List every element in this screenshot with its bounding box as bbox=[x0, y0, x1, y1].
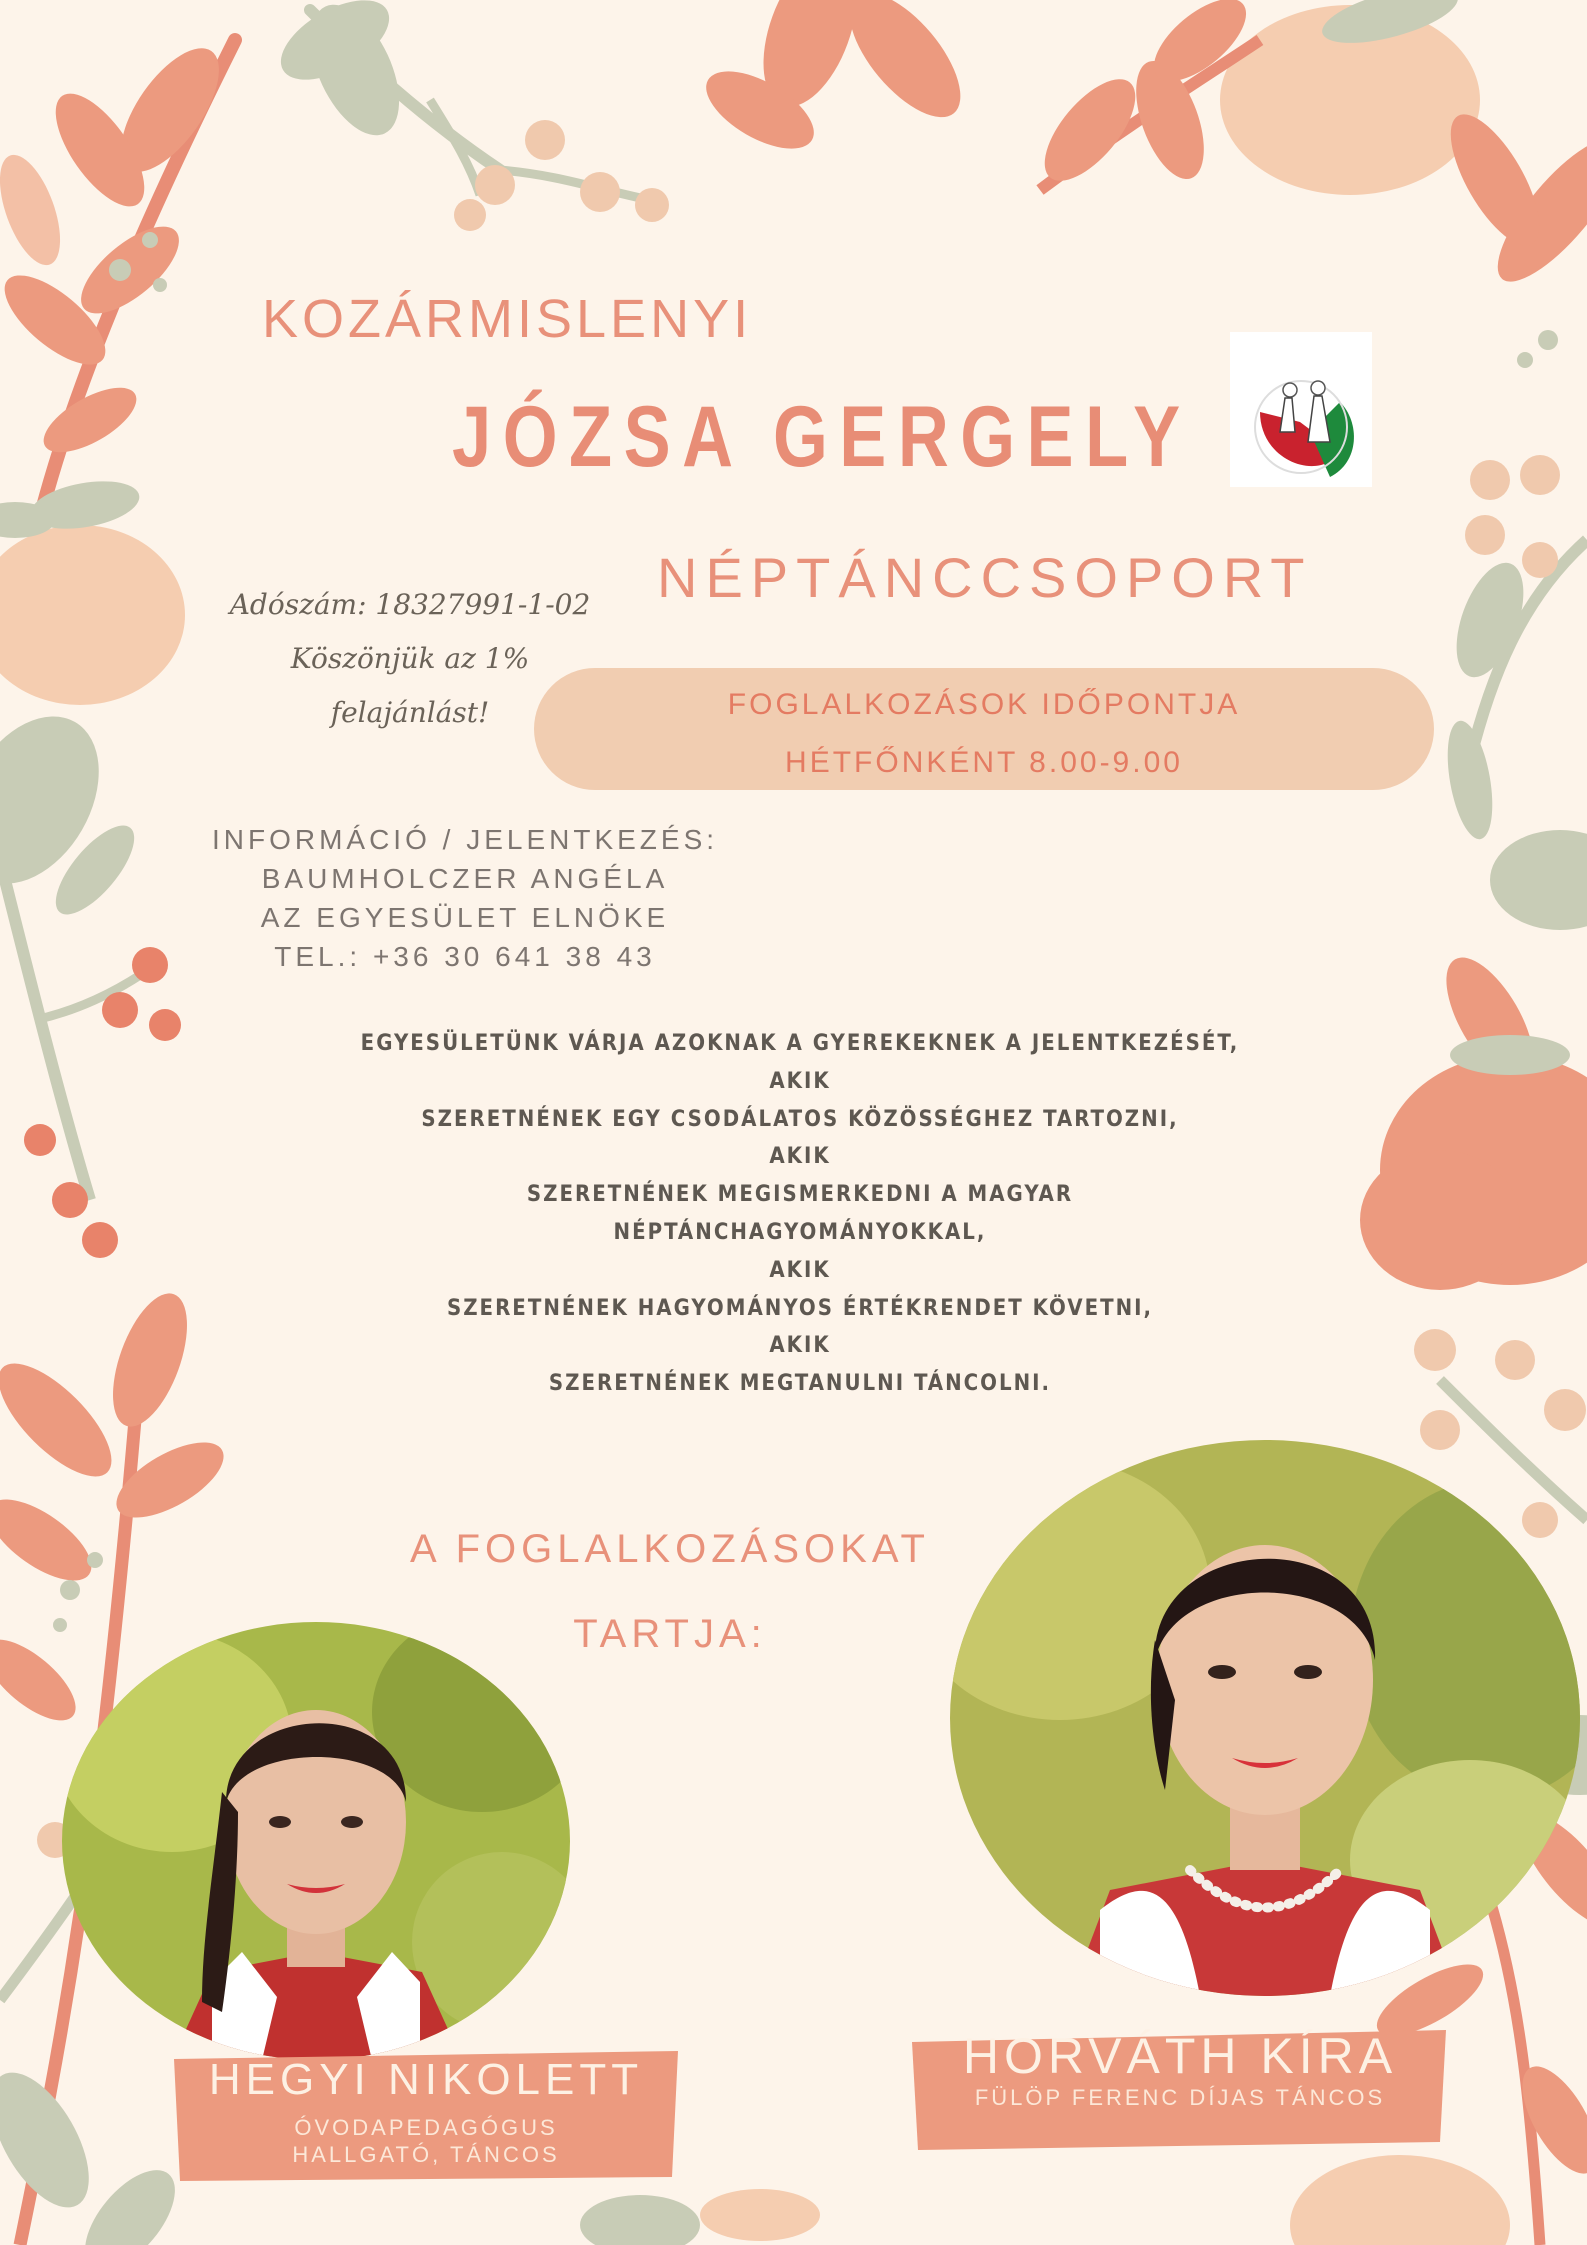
tax-number: Adószám: 18327991-1-02 bbox=[229, 588, 591, 621]
dancers-logo-icon bbox=[1230, 332, 1372, 487]
instructor-photo-hegyi bbox=[62, 1622, 570, 2060]
instructors-heading-2: TARTJA: bbox=[573, 1612, 767, 1656]
contact-info bbox=[150, 820, 780, 976]
instructors-heading: A FOGLALKOZÁSOKAT bbox=[410, 1527, 930, 1571]
invitation-line: EGYESÜLETÜNK VÁRJA AZOKNAK A GYEREKEKNEK A JELENTKEZÉSÉT, bbox=[360, 1031, 1240, 1056]
invitation-line: AKIK bbox=[769, 1333, 831, 1359]
instructor-role-hegyi-2: HALLGATÓ, TÁNCOS bbox=[292, 2142, 560, 2167]
invitation-line: AKIK bbox=[769, 1068, 831, 1094]
invitation-line: SZERETNÉNEK MEGISMERKEDNI A MAGYAR bbox=[526, 1182, 1074, 1208]
invitation-line: SZERETNÉNEK HAGYOMÁNYOS ÉRTÉKRENDET KÖVETNI, bbox=[446, 1295, 1154, 1321]
instructor-photo-horvath bbox=[950, 1440, 1580, 1996]
invitation-line: AKIK bbox=[769, 1144, 831, 1170]
invitation-line: AKIK bbox=[769, 1257, 831, 1283]
invitation-line: SZERETNÉNEK MEGTANULNI TÁNCOLNI. bbox=[548, 1371, 1052, 1397]
schedule-title: FOGLALKOZÁSOK IDŐPONTJA bbox=[727, 688, 1241, 721]
invitation-line: NÉPTÁNCHAGYOMÁNYOKKAL, bbox=[613, 1219, 987, 1245]
contact-title: AZ EGYESÜLET ELNÖKE bbox=[260, 902, 670, 933]
header-town: KOZÁRMISLENYI bbox=[262, 289, 753, 349]
schedule-time: HÉTFŐNKÉNT 8.00-9.00 bbox=[785, 746, 1183, 779]
instructor-name-hegyi: HEGYI NIKOLETT bbox=[208, 2055, 644, 2104]
header-group-type: NÉPTÁNCCSOPORT bbox=[657, 546, 1313, 609]
portrait-image bbox=[62, 1622, 570, 2060]
invitation-text bbox=[350, 1025, 1250, 1403]
tax-thanks: Köszönjük az 1% bbox=[290, 642, 530, 675]
contact-name: BAUMHOLCZER ANGÉLA bbox=[261, 863, 669, 894]
instructor-role-hegyi: ÓVODAPEDAGÓGUS bbox=[294, 2115, 558, 2140]
invitation-line: SZERETNÉNEK EGY CSODÁLATOS KÖZÖSSÉGHEZ TARTOZNI, bbox=[421, 1106, 1179, 1132]
group-logo bbox=[1230, 332, 1372, 487]
portrait-image bbox=[950, 1440, 1580, 1996]
instructor-name-horvath: HORVÁTH KÍRA bbox=[962, 2028, 1398, 2084]
contact-heading: INFORMÁCIÓ / JELENTKEZÉS: bbox=[211, 824, 719, 855]
contact-phone: TEL.: +36 30 641 38 43 bbox=[274, 941, 656, 972]
header-group-name: JÓZSA GERGELY bbox=[452, 389, 1192, 485]
instructor-role-horvath: FÜLÖP FERENC DÍJAS TÁNCOS bbox=[974, 2085, 1386, 2110]
tax-offer: felajánlást! bbox=[330, 696, 490, 729]
